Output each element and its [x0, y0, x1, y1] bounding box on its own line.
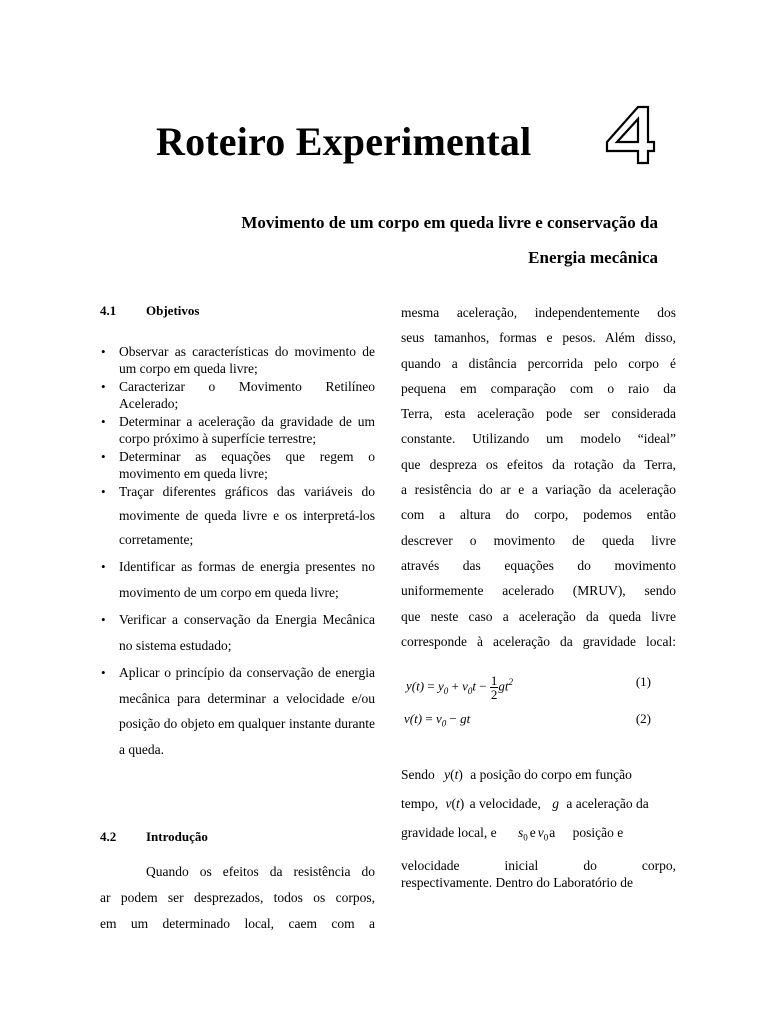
paragraph-line: uniformemente acelerado (MRUV), sendo — [401, 583, 676, 599]
paragraph-line: pequena em comparação com o raio da — [401, 380, 676, 396]
list-item: • Traçar diferentes gráficos das variáveis do movimente de queda livre e os interpretá-los corretamente; — [100, 480, 375, 552]
paragraph-line: quando a distância percorrida pelo corpo é — [401, 355, 676, 371]
section-title: Objetivos — [146, 303, 200, 318]
paragraph-line: mesma aceleração, independentemente dos — [401, 305, 676, 320]
definitions-paragraph — [401, 760, 676, 890]
list-item: • Aplicar o princípio da conservação de energia mecânica para determinar a velocidade e/ou posição do objeto em qualquer instante durante a queda. — [100, 660, 375, 762]
list-item: • Determinar a aceleração da gravidade de um corpo próximo à superfície terrestre; — [100, 413, 375, 447]
paragraph-line: constante. Utilizando um modelo “ideal” — [401, 431, 676, 447]
paragraph-line: seus tamanhos, formas e pesos. Além disso, — [401, 330, 676, 346]
paragraph-line: que despreza os efeitos da rotação da Terra, — [401, 456, 676, 472]
chapter-number-outline-icon — [604, 104, 656, 166]
paragraph-line: velocidade inicial do corpo, — [401, 857, 676, 873]
chapter-subtitle-line-2: Energia mecânica — [528, 248, 658, 267]
paragraph-line: descrever o movimento de queda livre — [401, 532, 676, 548]
paragraph-line: tempo, v(t) a velocidade, g a aceleração da — [401, 796, 649, 811]
paragraph-line: Quando os efeitos da resistência do — [146, 864, 375, 879]
paragraph-line: Sendo y(t) a posição do corpo em função — [401, 767, 632, 782]
list-item: • Determinar as equações que regem o movimento em queda livre; — [100, 448, 375, 482]
list-item: • Caracterizar o Movimento Retilíneo Acelerado; — [100, 378, 375, 412]
paragraph-line: a resistência do ar e a variação da aceleração — [401, 482, 676, 498]
chapter-title: Roteiro Experimental — [156, 119, 532, 164]
paragraph-line: Terra, esta aceleração pode ser considerada — [401, 406, 676, 422]
paragraph-line: com a altura do corpo, podemos então — [401, 507, 676, 523]
section-number: 4.1 — [100, 303, 117, 318]
paragraph-line: gravidade local, e $s_0$ e $v_0a$ posição e — [401, 825, 624, 843]
list-item: • Identificar as formas de energia presentes no movimento de um corpo em queda livre; — [100, 554, 375, 605]
equation-1: $y(t) = y_0 + v_0t$ − $\frac{1}{2}$ $gt^2$ (1) — [401, 665, 651, 699]
paragraph-line: através das equações do movimento — [401, 557, 676, 573]
right-column-paragraph — [401, 300, 676, 654]
paragraph-line: ar podem ser desprezados, todos os corpos, — [100, 890, 375, 905]
introduction-paragraph — [100, 859, 375, 937]
equation-number: (2) — [635, 711, 651, 726]
equation-number: (1) — [635, 674, 651, 689]
section-title: Introdução — [146, 829, 208, 844]
paragraph-line: em um determinado local, caem com a — [100, 916, 375, 931]
list-item: • Observar as características do movimento de um corpo em queda livre; — [100, 343, 375, 377]
paragraph-line: corresponde à aceleração da gravidade local: — [401, 633, 676, 649]
list-item: • Verificar a conservação da Energia Mecânica no sistema estudado; — [100, 607, 375, 658]
chapter-subtitle-line-1: Movimento de um corpo em queda livre e conservação da — [241, 213, 658, 232]
section-number: 4.2 — [100, 829, 117, 844]
equation-2: $v(t) = v_0$ − gt (2) — [404, 711, 651, 729]
paragraph-line: que neste caso a aceleração da queda livre — [401, 608, 676, 624]
paragraph-line: respectivamente. Dentro do Laboratório de — [401, 874, 634, 890]
objectives-list — [100, 343, 375, 764]
